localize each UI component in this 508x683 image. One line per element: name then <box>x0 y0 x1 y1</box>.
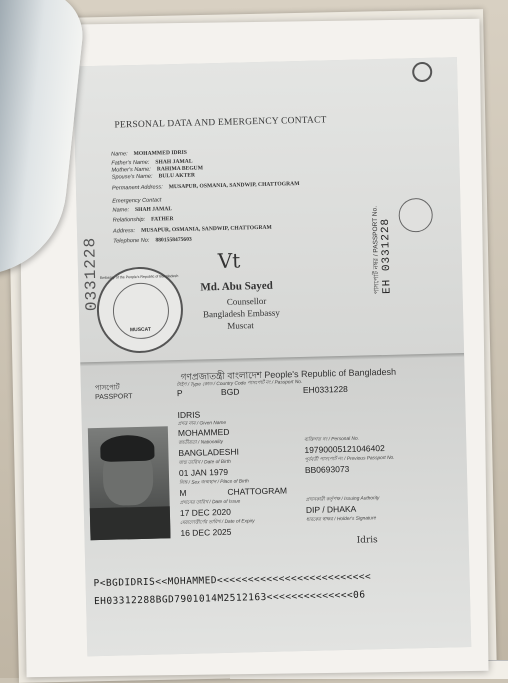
nationality: BANGLADESHI <box>178 446 240 459</box>
officer-title: Counsellor <box>226 295 267 307</box>
field-row: Father's Name: SHAH JAMAL <box>111 158 193 167</box>
emblem-icon <box>412 62 432 82</box>
passport-number-vertical: পাসপোর্ট নম্বর / PASSPORT No. EH 0331228 <box>371 205 394 295</box>
emergency-heading: Emergency Contact <box>112 197 162 205</box>
round-stamp-icon <box>398 198 433 233</box>
passport-tag: পাসপোর্ট PASSPORT <box>94 384 133 402</box>
passport-number: EH0331228 <box>302 383 348 395</box>
place-of-birth: CHATTOGRAM <box>227 485 288 497</box>
authority-label: প্রদানকারী কর্তৃপক্ষ / Issuing Authority <box>305 496 380 503</box>
mrz-line-1: P<BGDIDRIS<<MOHAMMED<<<<<<<<<<<<<<<<<<<<<<<<< <box>93 571 372 590</box>
personal-no-label: ব্যক্তিগত নং / Personal No. <box>304 436 360 443</box>
given-name-label: প্রদত্ত নাম / Given Name <box>177 420 227 428</box>
photocopy-sheet <box>17 19 488 677</box>
passport-scan <box>73 57 471 656</box>
issuing-authority: DIP / DHAKA <box>305 503 357 515</box>
field-row: Permanent Address: MUSAPUR, OSMANIA, SANDWIP, CHATTOGRAM <box>111 181 300 192</box>
field-row: Telephone No: 8801558475603 <box>113 236 192 245</box>
field-row: Spouse's Name: BULU AKTER <box>111 172 196 181</box>
given-name: MOHAMMED <box>177 426 230 439</box>
sex: M <box>179 487 187 499</box>
field-row: Mother's Name: RAHIMA BEGUM <box>111 165 204 174</box>
field-row: Name: SHAH JAMAL <box>112 206 173 214</box>
seal-city: MUSCAT <box>129 326 152 334</box>
prev-passport: BB0693073 <box>304 463 350 475</box>
data-page <box>73 57 464 366</box>
side-serial: 0331228 <box>81 236 101 312</box>
seal-text: Embassy of the People's Republic of Bangladesh <box>99 274 179 280</box>
holder-signature: Idris <box>356 535 378 546</box>
type-label: টাইপ / Type কোড / Country Code পাসপোর্ট নং / Passport No. <box>176 380 303 389</box>
holder-sig-label: ধারকের স্বাক্ষর / Holder's Signature <box>306 516 377 523</box>
embassy-seal <box>96 266 184 354</box>
mrz-line-2: EH03312288BGD7901014M2512163<<<<<<<<<<<<<<06 <box>93 589 366 608</box>
date-of-birth: 01 JAN 1979 <box>178 466 229 479</box>
holder-photo <box>88 426 171 540</box>
officer-name: Md. Abu Sayed <box>200 279 273 294</box>
country-header: গণপ্রজাতন্ত্রী বাংলাদেশ People's Republic of Bangladesh <box>180 366 397 382</box>
issue-label: প্রদানের তারিখ / Date of Issue <box>179 499 241 507</box>
country-code: BGD <box>220 386 240 397</box>
date-of-expiry: 16 DEC 2025 <box>180 526 232 539</box>
field-row: Address: MUSAPUR, OSMANIA, SANDWIP, CHATTOGRAM <box>112 224 272 235</box>
field-row: Name: MOHAMMED IDRIS <box>111 149 187 158</box>
date-of-issue: 17 DEC 2020 <box>179 506 232 519</box>
nationality-label: জাতীয়তা / Nationality <box>178 439 224 447</box>
expiry-label: মেয়াদোত্তীর্ণের তারিখ / Date of Expiry <box>180 519 255 527</box>
field-row: Relationship: FATHER <box>112 216 174 224</box>
officer-city: Muscat <box>227 320 254 331</box>
page-title: PERSONAL DATA AND EMERGENCY CONTACT <box>114 115 327 131</box>
surname: IDRIS <box>177 409 201 421</box>
dob-label: জন্ম তারিখ / Date of Birth <box>178 459 231 467</box>
officer-signature: Vt <box>217 248 241 274</box>
sex-place-label: লিঙ্গ / Sex জন্মস্থান / Place of Birth <box>179 479 249 487</box>
officer-office: Bangladesh Embassy <box>202 307 280 320</box>
personal-no: 19790005121046402 <box>304 443 385 455</box>
prev-passport-label: পূর্ববর্তী পাসপোর্ট নং / Previous Passport No. <box>304 455 395 463</box>
passport-type: P <box>176 387 183 399</box>
